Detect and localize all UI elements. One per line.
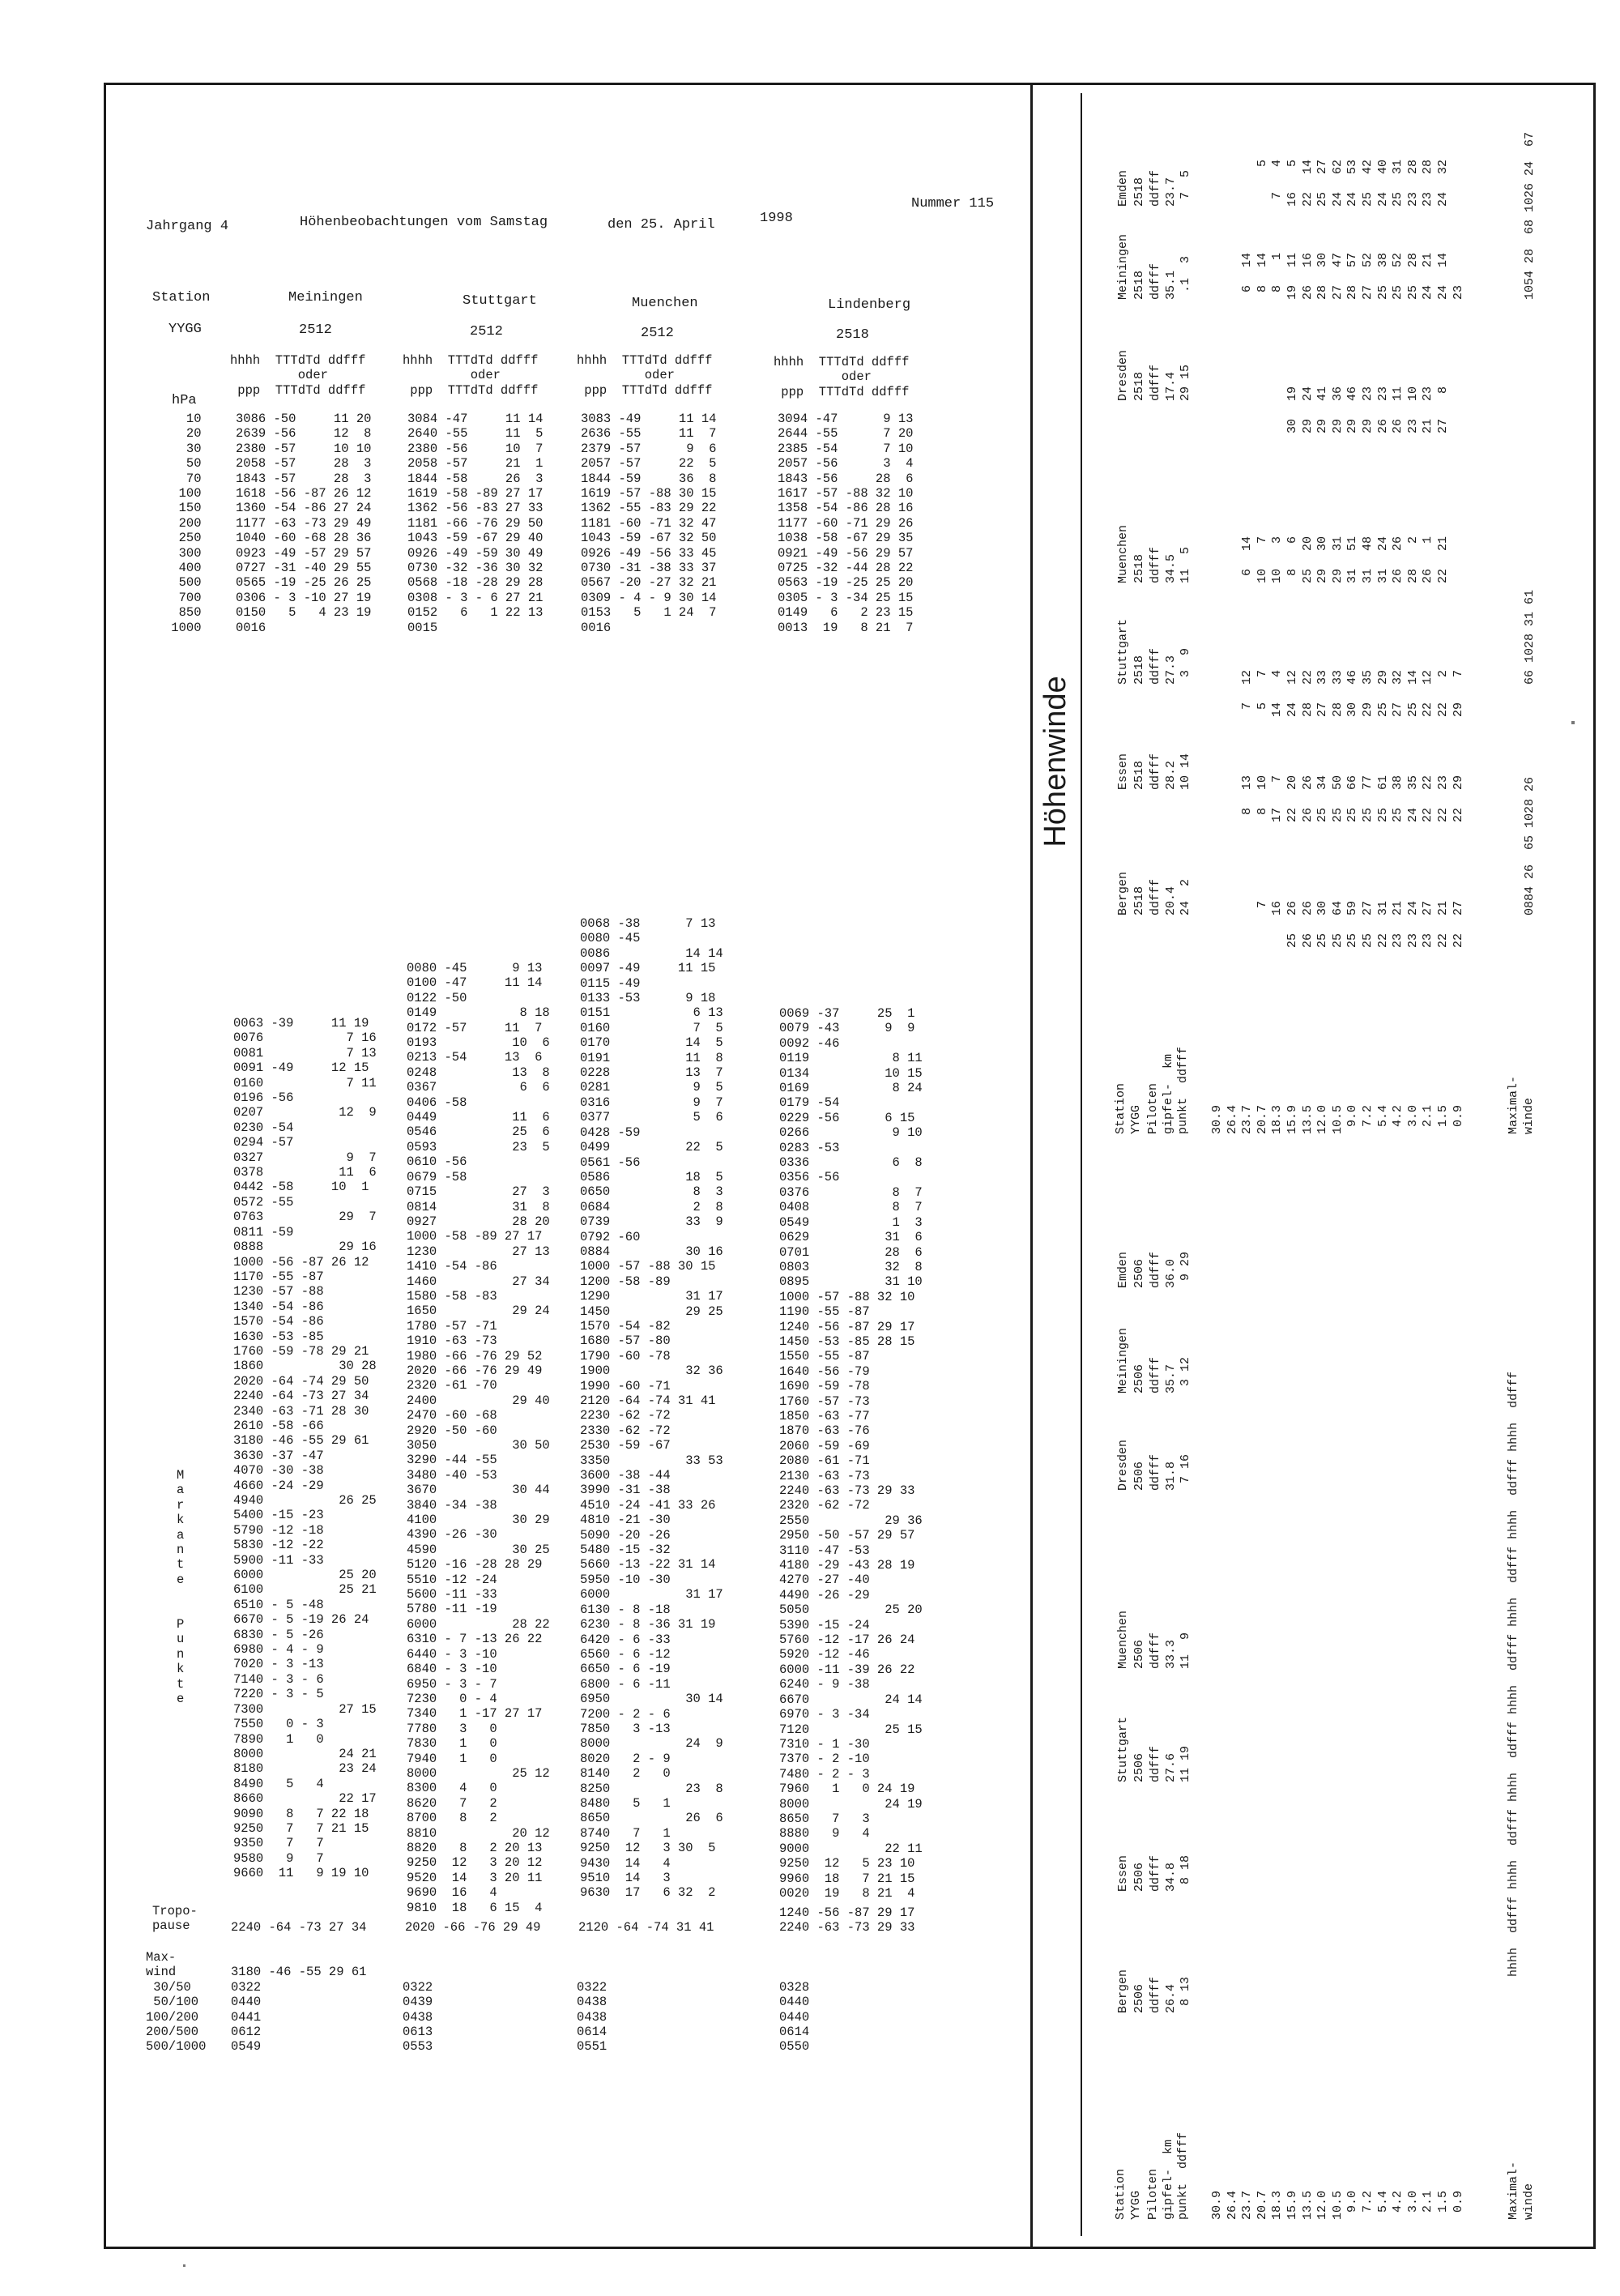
- wind-speed-values: 14 7 3 6 20 30 31 51 48 24 26 2 1 21: [1240, 536, 1450, 551]
- peak-data: ddfff 20.4 24 2: [1149, 878, 1193, 915]
- wind-direction-values: 6 10 10 8 25 29 29 31 31 31 26 28 26 22: [1240, 568, 1450, 583]
- peak-data: ddfff 34.8 8 18: [1149, 1854, 1193, 1892]
- standard-level-data: 3083 -49 11 14 2636 -55 11 7 2379 -57 9 6 2057 -57 22 5 1844 -59 36 8 1619 -57 -88 30 15 1362 -55 -83 29 22 1181 -60 -71 32 47 1043 -59 -67 32 50 0926 -49 -56 33 45 0730 -31 -38 33 37 0567 -20 -27 32 21 0309 - 4 - 9 30 14 0153 5 1 24 7 0016: [581, 412, 717, 635]
- max-wind-value: 0884 26 65 1028 26: [1523, 776, 1537, 915]
- station-name: Muenchen: [632, 296, 698, 311]
- significant-points: 0080 -45 9 13 0100 -47 11 14 0122 -50 0149 8 18 0172 -57 11 7 0193 10 6 0213 -54 13 6 0248 13 8 0367 6 6 0406 -58 0449 11 6 0546 25 6 0593 23 5 0610 -56 0679 -58 0715 27 3 0814 31 8 0927 28 20 1000 -58 -89 27 17 1230 27 13 1410 -54 -86 1460 27 34 1580 -58 -83 1650 29 24 1780 -57 -71 1910 -63 -73 1980 -66 -76 29 52 2020 -66 -76 29 49 2320 -61 -70 2400 29 40 2470 -60 -68 2920 -50 -60 3050 30 50 3290 -44 -55 3480 -40 -53 3670 30 44 3840 -34 -38 4100 30 29 4390 -26 -30 4590 30 25 5120 -16 -28 28 29 5510 -12 -24 5600 -11 -33 5780 -11 -19 6000 28 22 6310 - 7 -13 26 22 6440 - 3 -10 6840 - 3 -10 6950 - 3 - 7 7230 0 - 4 7340 1 -17 27 17 7780 3 0 7830 1 0 7940 1 0 8000 25 12 8300 4 0 8620 7 2 8700 8 2 8810 20 12 8820 8 2 20 13 9250 12 3 20 12 9520 14 3 20 11 9690 16 4 9810 18 6 15 4: [407, 961, 550, 1915]
- max-wind-data: 0328 0440 0440 0614 0550: [779, 1979, 810, 2055]
- column-header: hhhh TTTdTd ddfff oder ppp TTTdTd ddfff: [577, 353, 713, 398]
- station-name: Emden: [1116, 1251, 1130, 1288]
- hoehenwinde-title: Höhenwinde: [1038, 676, 1072, 847]
- station-name: Bergen: [1116, 1969, 1130, 2013]
- tropopause-data: 2020 -66 -76 29 49: [405, 1920, 541, 1935]
- wind-direction-values: 7 16 22 25 24 24 25 24 25 23 23 24: [1270, 191, 1450, 207]
- station-label: Station: [152, 290, 211, 305]
- hpa-label: hPa: [172, 393, 197, 408]
- standard-level-data: 3084 -47 11 14 2640 -55 11 5 2380 -56 10 7 2058 -57 21 1 1844 -58 26 3 1619 -58 -89 27 17 1362 -56 -83 27 33 1181 -66 -76 29 50 1043 -59 -67 29 40 0926 -49 -59 30 49 0730 -32 -36 30 32 0568 -18 -28 29 28 0308 - 3 - 6 27 21 0152 6 1 22 13 0015: [407, 412, 544, 635]
- station-name: Essen: [1116, 753, 1130, 790]
- yygg-label: YYGG: [168, 322, 202, 337]
- peak-data: ddfff 17.4 29 15: [1149, 364, 1193, 401]
- wind-speed-values: 12 7 4 12 22 33 33 46 35 29 32 14 12 2 7: [1240, 669, 1465, 685]
- peak-data: ddfff 26.4 8 13: [1149, 1976, 1193, 2013]
- wind-direction-values: 25 26 25 25 25 25 22 23 23 23 22 22: [1285, 932, 1465, 948]
- wind-speed-values: 5 4 5 14 27 62 53 42 40 31 28 28 32: [1255, 159, 1450, 174]
- year-label: 1998: [760, 211, 793, 226]
- station-name: Meiningen: [1116, 233, 1130, 300]
- peak-data: ddfff 23.7 7 5: [1149, 169, 1193, 207]
- max-wind-value: 1054 28 68 1026 24 67: [1523, 131, 1537, 300]
- page-header: [146, 186, 1004, 235]
- max-wind-labels: Max- wind 30/50 50/100 100/200 200/500 500/1000: [146, 1950, 207, 2055]
- station-name: Dresden: [1116, 1439, 1130, 1491]
- station-name: Meiningen: [288, 290, 363, 305]
- wind-speed-values: 7 16 26 26 30 64 59 27 31 21 24 27 21 27: [1255, 900, 1465, 915]
- wind-direction-values: 8 8 17 22 26 25 25 25 25 25 25 24 22 22 22: [1240, 807, 1465, 822]
- tropopause-data: 2240 -64 -73 27 34: [231, 1920, 367, 1935]
- wind-direction-values: 30 29 29 29 29 29 26 26 23 21 27: [1285, 418, 1450, 433]
- station-code: 2506: [1132, 1461, 1146, 1491]
- station-name: Muenchen: [1116, 524, 1130, 583]
- scan-speck: [183, 2264, 185, 2267]
- pressure-levels: 10 20 30 50 70 100 150 200 250 300 400 500 700 850 1000: [171, 412, 202, 635]
- date-label: den 25. April: [608, 217, 715, 233]
- station-name: Bergen: [1116, 871, 1130, 915]
- station-code: 2506: [1132, 1752, 1146, 1782]
- tropopause-label: Tropo- pause: [152, 1904, 198, 1934]
- wind-speed-values: 13 10 7 20 26 34 50 66 77 61 38 35 22 23 29: [1240, 775, 1465, 790]
- station-code: 2518: [1132, 886, 1146, 915]
- station-name: Stuttgart: [1116, 618, 1130, 685]
- max-wind-label: Maximal- winde: [1507, 2161, 1536, 2220]
- station-name: Emden: [1116, 169, 1130, 207]
- peak-data: ddfff 27.6 11 19: [1149, 1745, 1193, 1782]
- station-code: 2518: [1132, 760, 1146, 790]
- page-title: Höhenbeobachtungen vom Samstag: [300, 215, 548, 230]
- station-name: Meiningen: [1116, 1327, 1130, 1393]
- station-code: 2518: [1132, 655, 1146, 685]
- peak-data: ddfff 27.3 3 9: [1149, 647, 1193, 685]
- station-code: 2506: [1132, 1862, 1146, 1892]
- station-name: Lindenberg: [828, 297, 911, 313]
- station-code: 2518: [836, 327, 869, 343]
- peak-data: ddfff 35.7 3 12: [1149, 1356, 1193, 1393]
- max-wind-label: Maximal- winde: [1507, 1075, 1536, 1134]
- standard-level-data: 3086 -50 11 20 2639 -56 12 8 2380 -57 10 10 2058 -57 28 3 1843 -57 28 3 1618 -56 -87 26 12 1360 -54 -86 27 24 1177 -63 -73 29 49 1040 -60 -68 28 36 0923 -49 -57 29 57 0727 -31 -40 29 55 0565 -19 -25 26 25 0306 - 3 -10 27 19 0150 5 4 23 19 0016: [236, 412, 372, 635]
- max-wind-data: 0322 0439 0438 0613 0553: [403, 1979, 433, 2055]
- scan-speck: [1571, 721, 1575, 724]
- column-header: hhhh TTTdTd ddfff oder ppp TTTdTd ddfff: [403, 353, 539, 398]
- station-code: 2518: [1132, 270, 1146, 300]
- peak-data: ddfff 28.2 10 14: [1149, 753, 1193, 790]
- station-name: Muenchen: [1116, 1610, 1130, 1669]
- peak-data: ddfff 35.1 .1 3: [1149, 255, 1193, 300]
- station-code: 2512: [641, 326, 674, 341]
- station-code: 2506: [1132, 1258, 1146, 1288]
- station-name: Stuttgart: [463, 293, 537, 309]
- station-code: 2518: [1132, 553, 1146, 583]
- station-name: Essen: [1116, 1854, 1130, 1892]
- station-code: 2506: [1132, 1364, 1146, 1393]
- section-divider-inner: [1081, 93, 1082, 2236]
- station-label: Station YYGG: [1114, 2168, 1143, 2220]
- standard-level-data: 3094 -47 9 13 2644 -55 7 20 2385 -54 7 10 2057 -56 3 4 1843 -56 28 6 1617 -57 -88 32 10 1358 -54 -86 28 16 1177 -60 -71 29 26 1038 -58 -67 29 35 0921 -49 -56 29 57 0725 -32 -44 28 22 0563 -19 -25 25 20 0305 - 3 -34 25 15 0149 6 2 23 15 0013 19 8 21 7: [778, 412, 914, 635]
- station-name: Stuttgart: [1116, 1716, 1130, 1782]
- station-code: 2512: [470, 324, 503, 339]
- section-divider: [1030, 83, 1033, 2249]
- piloten-label: Piloten gipfel- km punkt ddfff: [1146, 2132, 1191, 2220]
- altitude-km-values: 30.9 26.4 23.7 20.7 18.3 15.9 13.5 12.0 10.5 9.0 7.2 5.4 4.2 3.0 2.1 1.5 0.9: [1210, 2190, 1465, 2220]
- station-name: Dresden: [1116, 349, 1130, 401]
- station-code: 2506: [1132, 1983, 1146, 2013]
- station-code: 2512: [299, 322, 332, 338]
- piloten-label: Piloten gipfel- km punkt ddfff: [1146, 1046, 1191, 1134]
- max-wind-header: hhhh ddfff hhhh ddfff hhhh ddfff hhhh ddfff hhhh ddfff hhhh ddfff hhhh ddfff: [1507, 1371, 1520, 1977]
- peak-data: ddfff 34.5 11 5: [1149, 546, 1193, 583]
- peak-data: ddfff 36.0 9 29: [1149, 1251, 1193, 1288]
- wind-direction-values: 7 5 14 24 28 27 28 30 29 25 27 25 22 22 29: [1240, 702, 1465, 717]
- station-code: 2506: [1132, 1639, 1146, 1669]
- significant-points: 0068 -38 7 13 0080 -45 0086 14 14 0097 -49 11 15 0115 -49 0133 -53 9 18 0151 6 13 0160 7 5 0170 14 5 0191 11 8 0228 13 7 0281 9 5 0316 9 7 0377 5 6 0428 -59 0499 22 5 0561 -56 0586 18 5 0650 8 3 0684 2 8 0739 33 9 0792 -60 0884 30 16 1000 -57 -88 30 15 1200 -58 -89 1290 31 17 1450 29 25 1570 -54 -82 1680 -57 -80 1790 -60 -78 1900 32 36 1990 -60 -71 2120 -64 -74 31 41 2230 -62 -72 2330 -62 -72 2530 -59 -67 3350 33 53 3600 -38 -44 3990 -31 -38 4510 -24 -41 33 26 4810 -21 -30 5090 -20 -26 5480 -15 -32 5660 -13 -22 31 14 5950 -10 -30 6000 31 17 6130 - 8 -18 6230 - 8 -36 31 19 6420 - 6 -33 6560 - 6 -12 6650 - 6 -19 6800 - 6 -11 6950 30 14 7200 - 2 - 6 7850 3 -13 8000 24 9 8020 2 - 9 8140 2 0 8250 23 8 8480 5 1 8650 26 6 8740 7 1 9250 12 3 30 5 9430 14 4 9510 14 3 9630 17 6 32 2: [580, 916, 723, 1901]
- max-wind-data: 3180 -46 -55 29 61 0322 0440 0441 0612 0549: [231, 1965, 367, 2055]
- station-code: 2518: [1132, 371, 1146, 401]
- altitude-km-values: 30.9 26.4 23.7 20.7 18.3 15.9 13.5 12.0 10.5 9.0 7.2 5.4 4.2 3.0 2.1 1.5 0.9: [1210, 1104, 1465, 1134]
- markante-punkte-label: M a r k a n t e P u n k t e: [177, 1468, 185, 1707]
- wind-speed-values: 14 14 1 11 16 30 47 57 52 38 52 28 21 14: [1240, 252, 1450, 267]
- peak-data: ddfff 31.8 7 16: [1149, 1453, 1193, 1491]
- max-wind-data: 0322 0438 0438 0614 0551: [577, 1979, 608, 2055]
- wind-speed-values: 19 24 41 36 46 23 23 11 10 23 8: [1285, 386, 1450, 401]
- max-wind-value: 66 1028 31 61: [1523, 589, 1537, 685]
- station-label: Station YYGG: [1114, 1082, 1143, 1134]
- issue-number: Nummer 115: [911, 196, 995, 211]
- tropopause-data: 2120 -64 -74 31 41: [578, 1920, 714, 1935]
- tropopause-data: 1240 -56 -87 29 17 2240 -63 -73 29 33: [779, 1906, 915, 1935]
- peak-data: ddfff 33.3 11 9: [1149, 1632, 1193, 1669]
- significant-points: 0063 -39 11 19 0076 7 16 0081 7 13 0091 -49 12 15 0160 7 11 0196 -56 0207 12 9 0230 -54 0294 -57 0327 9 7 0378 11 6 0442 -58 10 1 0572 -55 0763 29 7 0811 -59 0888 29 16 1000 -56 -87 26 12 1170 -55 -87 1230 -57 -88 1340 -54 -86 1570 -54 -86 1630 -53 -85 1760 -59 -78 29 21 1860 30 28 2020 -64 -74 29 50 2240 -64 -73 27 34 2340 -63 -71 28 30 2610 -58 -66 3180 -46 -55 29 61 3630 -37 -47 4070 -30 -38 4660 -24 -29 4940 26 25 5400 -15 -23 5790 -12 -18 5830 -12 -22 5900 -11 -33 6000 25 20 6100 25 21 6510 - 5 -48 6670 - 5 -19 26 24 6830 - 5 -26 6980 - 4 - 9 7020 - 3 -13 7140 - 3 - 6 7220 - 3 - 5 7300 27 15 7550 0 - 3 7890 1 0 8000 24 21 8180 23 24 8490 5 4 8660 22 17 9090 8 7 22 18 9250 7 7 21 15 9350 7 7 9580 9 7 9660 11 9 19 10: [233, 1016, 377, 1881]
- column-header: hhhh TTTdTd ddfff oder ppp TTTdTd ddfff: [774, 355, 910, 399]
- wind-direction-values: 6 8 8 19 26 28 27 28 27 25 25 25 24 24 23: [1240, 284, 1465, 300]
- volume-label: Jahrgang 4: [146, 219, 229, 234]
- station-code: 2518: [1132, 177, 1146, 207]
- column-header: hhhh TTTdTd ddfff oder ppp TTTdTd ddfff: [230, 353, 366, 398]
- significant-points: 0069 -37 25 1 0079 -43 9 9 0092 -46 0119 8 11 0134 10 15 0169 8 24 0179 -54 0229 -56 6 15 0266 9 10 0283 -53 0336 6 8 0356 -56 0376 8 7 0408 8 7 0549 1 3 0629 31 6 0701 28 6 0803 32 8 0895 31 10 1000 -57 -88 32 10 1190 -55 -87 1240 -56 -87 29 17 1450 -53 -85 28 15 1550 -55 -87 1640 -56 -79 1690 -59 -78 1760 -57 -73 1850 -63 -77 1870 -63 -76 2060 -59 -69 2080 -61 -71 2130 -63 -73 2240 -63 -73 29 33 2320 -62 -72 2550 29 36 2950 -50 -57 29 57 3110 -47 -53 4180 -29 -43 28 19 4270 -27 -40 4490 -26 -29 5050 25 20 5390 -15 -24 5760 -12 -17 26 24 5920 -12 -46 6000 -11 -39 26 22 6240 - 9 -38 6670 24 14 6970 - 3 -34 7120 25 15 7310 - 1 -30 7370 - 2 -10 7480 - 2 - 3 7960 1 0 24 19 8000 24 19 8650 7 3 8880 9 4 9000 22 11 9250 12 5 23 10 9960 18 7 21 15 0020 19 8 21 4: [779, 1006, 923, 1901]
